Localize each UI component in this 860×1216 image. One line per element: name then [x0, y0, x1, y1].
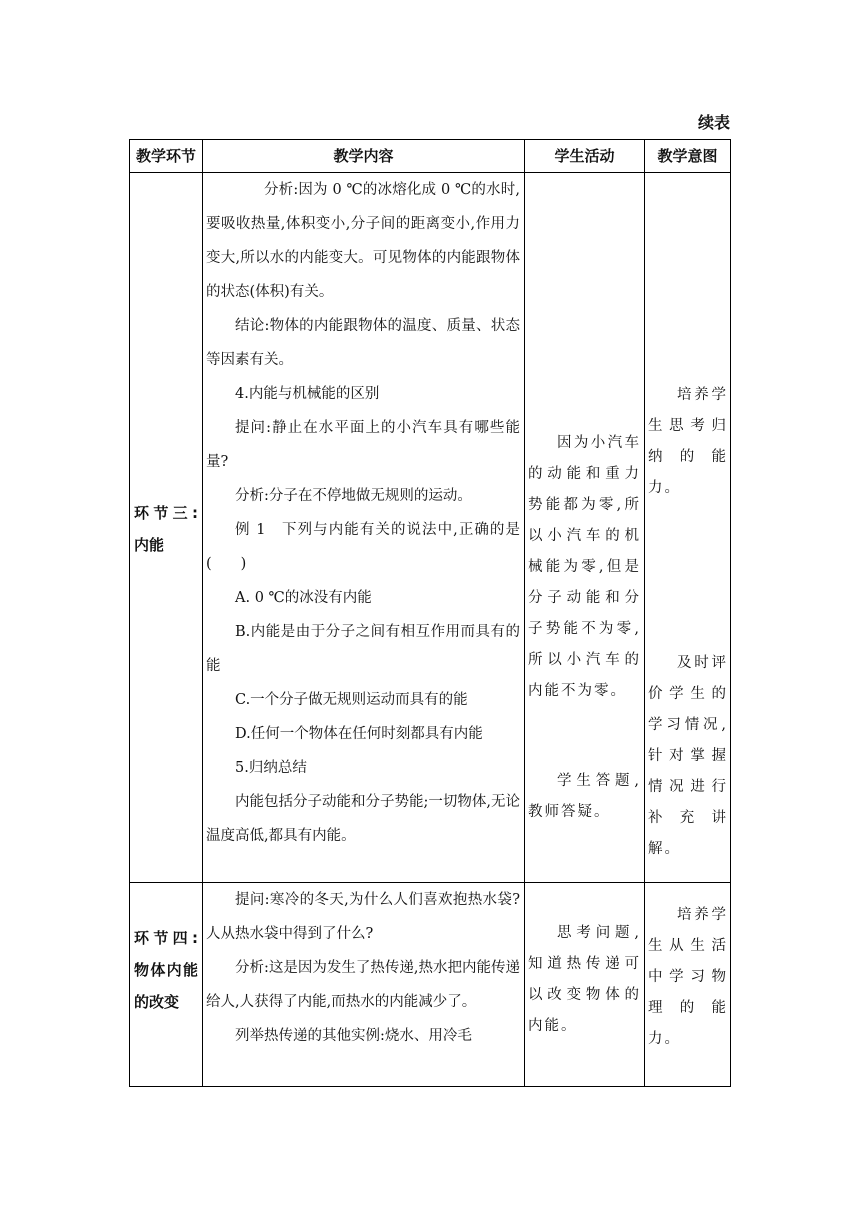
table-divider-col2: [202, 139, 203, 1087]
section3-intent-2: [648, 648, 728, 865]
section3-activity-1: [528, 428, 641, 707]
header-teaching-stage: 教学环节: [135, 147, 196, 165]
table-divider-col3: [524, 139, 525, 1087]
content-paragraph: 分析:这是因为发生了热传递,热水把内能传递给人,人获得了内能,而热水的内能减少了。: [206, 960, 520, 1010]
content-paragraph: 列举热传递的其他实例:烧水、用冷毛: [235, 1028, 472, 1044]
content-paragraph: 提问:静止在水平面上的小汽车具有哪些能量?: [206, 420, 520, 470]
section4-intent: [648, 900, 728, 1055]
content-option: A. 0 ℃的冰没有内能: [235, 590, 372, 606]
content-paragraph: 例 1 下列与内能有关的说法中,正确的是( ): [206, 522, 520, 572]
activity-text: 因为小汽车的动能和重力势能都为零,所以小汽车的机械能为零,但是分子动能和分子势能不为零,所以小汽车的内能不为零。: [528, 435, 641, 699]
content-paragraph: 4.内能与机械能的区别: [235, 386, 380, 402]
table-border-bottom: [129, 1086, 731, 1087]
intent-text: 培养学生从生活中学习物理的能力。: [648, 907, 728, 1047]
table-border-right: [730, 139, 731, 1087]
table-divider-col4: [644, 139, 645, 1087]
intent-text: 培养学生思考归纳的能力。: [648, 387, 728, 496]
content-option: D.任何一个物体在任何时刻都具有内能: [235, 726, 483, 742]
header-student-activity: 学生活动: [554, 147, 615, 165]
activity-text: 思考问题,知道热传递可以改变物体的内能。: [528, 925, 641, 1034]
table-border-left: [129, 139, 130, 1087]
activity-text: 学生答题,教师答疑。: [528, 773, 641, 820]
section4-content: [206, 883, 520, 1053]
content-paragraph: 提问:寒冷的冬天,为什么人们喜欢抱热水袋?人从热水袋中得到了什么?: [206, 892, 520, 942]
content-paragraph: 分析:因为 0 ℃的冰熔化成 0 ℃的水时,要吸收热量,体积变小,分子间的距离变小,作用力变大,所以水的内能变大。可见物体的内能跟物体的状态(体积)有关。: [206, 182, 520, 300]
section4-stage-name: 环节四:物体内能的改变: [134, 929, 198, 1011]
section4-activity: [528, 918, 641, 1042]
content-paragraph: 内能包括分子动能和分子势能;一切物体,无论温度高低,都具有内能。: [206, 794, 520, 844]
content-option: C.一个分子做无规则运动而具有的能: [235, 692, 468, 708]
section3-activity-2: [528, 766, 641, 828]
section3-content: [206, 173, 520, 853]
continued-label: 续表: [697, 113, 730, 132]
header-teaching-content: 教学内容: [333, 147, 394, 165]
content-paragraph: 5.归纳总结: [235, 760, 307, 776]
header-teaching-intent: 教学意图: [657, 147, 718, 165]
content-paragraph: 分析:分子在不停地做无规则的运动。: [235, 488, 472, 504]
content-option: B.内能是由于分子之间有相互作用而具有的能: [206, 624, 520, 674]
content-paragraph: 结论:物体的内能跟物体的温度、质量、状态等因素有关。: [206, 318, 520, 368]
section3-stage-name: 环节三:内能: [134, 504, 198, 554]
section3-intent-1: [648, 380, 728, 504]
intent-text: 及时评价学生的学习情况,针对掌握情况进行补充讲解。: [648, 655, 728, 857]
